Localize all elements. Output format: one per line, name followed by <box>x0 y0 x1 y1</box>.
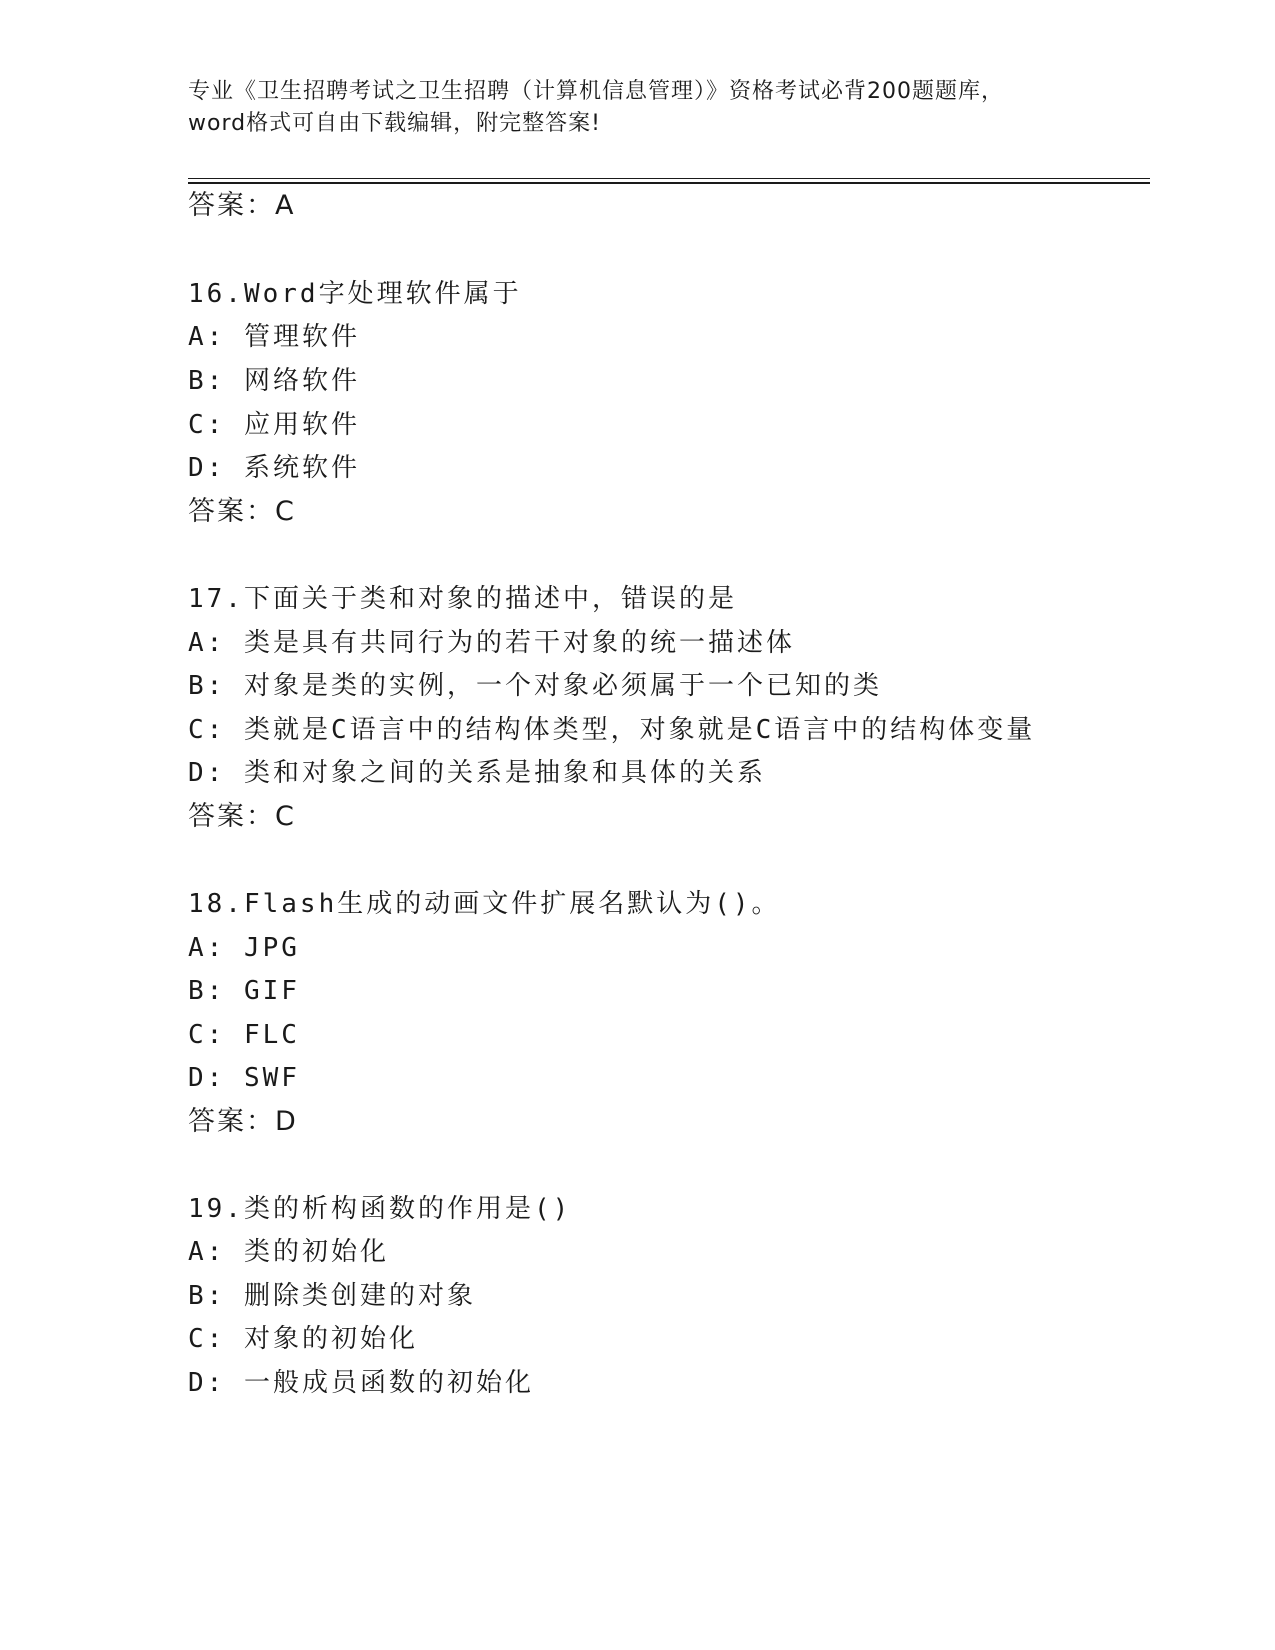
question-title: 17.下面关于类和对象的描述中，错误的是 <box>188 584 737 614</box>
option-b: B: 对象是类的实例，一个对象必须属于一个已知的类 <box>188 671 882 701</box>
question-title: 19.类的析构函数的作用是() <box>188 1194 572 1224</box>
answer-line: 答案：C <box>188 801 296 832</box>
option-c: C: 应用软件 <box>188 410 360 440</box>
option-d: D: 一般成员函数的初始化 <box>188 1368 534 1398</box>
option-a: A: JPG <box>188 933 300 963</box>
header-line-2: word格式可自由下载编辑，附完整答案! <box>188 111 601 136</box>
header-rule-thin <box>188 178 1150 179</box>
option-d: D: 类和对象之间的关系是抽象和具体的关系 <box>188 758 766 788</box>
option-c: C: 对象的初始化 <box>188 1324 418 1354</box>
answer-line: 答案：C <box>188 496 296 527</box>
answer-line: 答案：A <box>188 190 296 221</box>
question-title: 18.Flash生成的动画文件扩展名默认为()。 <box>188 889 781 919</box>
option-c: C: 类就是C语言中的结构体类型，对象就是C语言中的结构体变量 <box>188 715 1036 745</box>
header-rule-thick <box>188 182 1150 184</box>
document-header <box>188 76 1088 140</box>
option-d: D: 系统软件 <box>188 453 360 483</box>
option-d: D: SWF <box>188 1063 300 1093</box>
option-a: A: 管理软件 <box>188 322 360 352</box>
option-c: C: FLC <box>188 1020 300 1050</box>
answer-line: 答案：D <box>188 1106 298 1137</box>
question-title: 16.Word字处理软件属于 <box>188 279 522 309</box>
option-b: B: GIF <box>188 976 300 1006</box>
option-a: A: 类是具有共同行为的若干对象的统一描述体 <box>188 628 795 658</box>
option-b: B: 网络软件 <box>188 366 360 396</box>
option-b: B: 删除类创建的对象 <box>188 1281 476 1311</box>
option-a: A: 类的初始化 <box>188 1237 389 1267</box>
header-line-1: 专业《卫生招聘考试之卫生招聘（计算机信息管理）》资格考试必背200题题库， <box>188 79 1004 104</box>
